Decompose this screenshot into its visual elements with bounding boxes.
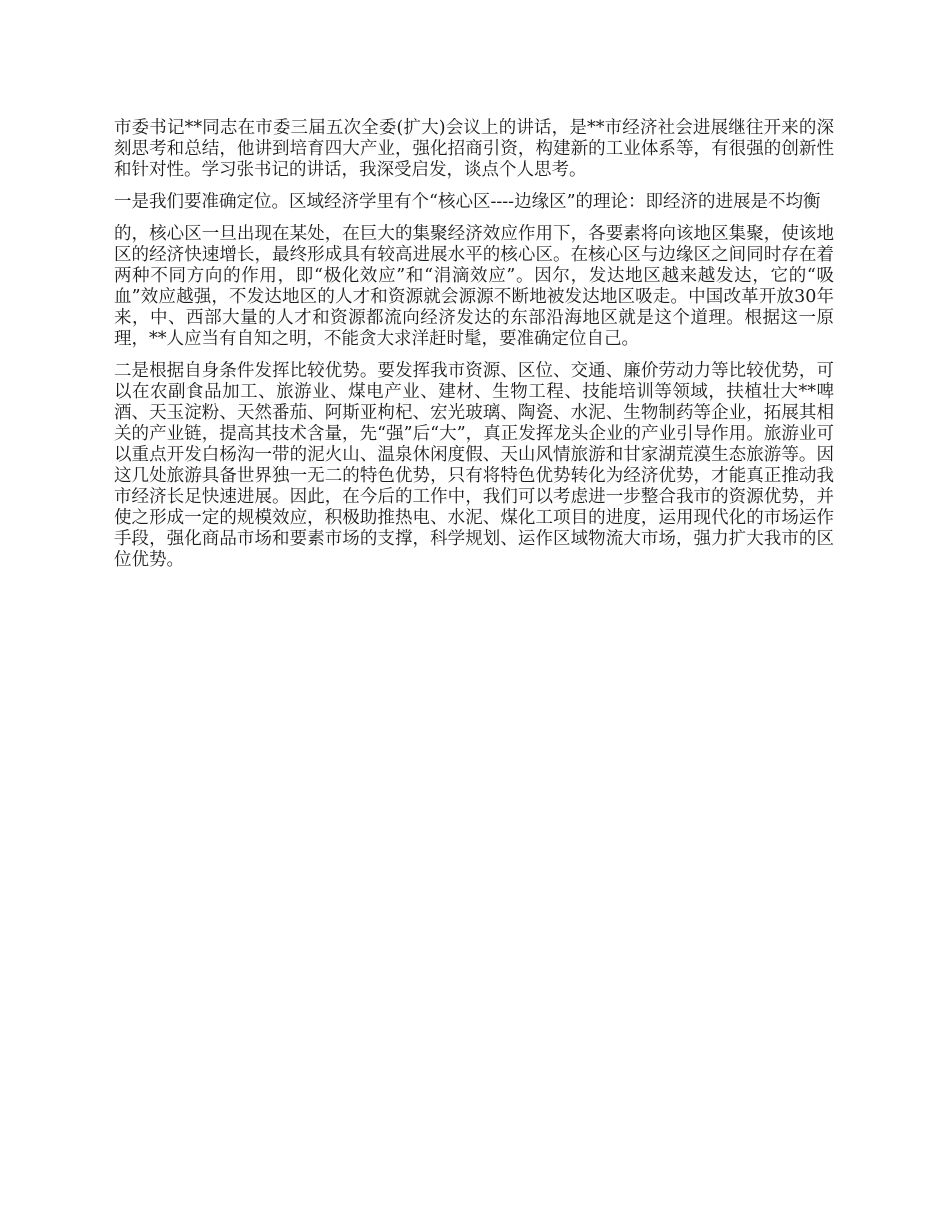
document-body	[114, 118, 834, 582]
paragraph-point-one-heading: 一是我们要准确定位。区域经济学里有个“核心区----边缘区”的理论：即经济的进展是不均衡	[114, 192, 821, 212]
paragraph-point-two: 二是根据自身条件发挥比较优势。要发挥我市资源、区位、交通、廉价劳动力等比较优势，可以在农副食品加工、旅游业、煤电产业、建材、生物工程、技能培训等领域，扶植壮大**啤酒、天玉淀粉、天然番茄、阿斯亚枸杞、宏光玻璃、陶瓷、水泥、生物制药等企业，拓展其相关的产业链，提高其技术含量，先“强”后“大”，真正发挥龙头企业的产业引导作用。旅游业可以重点开发白杨沟一带的泥火山、温泉休闲度假、天山风情旅游和甘家湖荒漠生态旅游等。因这几处旅游具备世界独一无二的特色优势，只有将特色优势转化为经济优势，才能真正推动我市经济长足快速进展。因此，在今后的工作中，我们可以考虑进一步整合我市的资源优势，并使之形成一定的规模效应，积极助推热电、水泥、煤化工项目的进度，运用现代化的市场运作手段，强化商品市场和要素市场的支撑，科学规划、运作区域物流大市场，强力扩大我市的区位优势。	[114, 361, 834, 570]
paragraph-point-one-body: 的，核心区一旦出现在某处，在巨大的集聚经济效应作用下，各要素将向该地区集聚，使该地区的经济快速增长，最终形成具有较高进展水平的核心区。在核心区与边缘区之间同时存在着两种不同方向的作用，即“极化效应”和“涓滴效应”。因尔，发达地区越来越发达，它的“吸血”效应越强，不发达地区的人才和资源就会源源不断地被发达地区吸走。中国改革开放30年来，中、西部大量的人才和资源都流向经济发达的东部沿海地区就是这个道理。根据这一原理，**人应当有自知之明，不能贪大求洋赶时髦，要准确定位自己。	[114, 224, 834, 349]
paragraph-intro: 市委书记**同志在市委三届五次全委(扩大)会议上的讲话，是**市经济社会进展继往开来的深刻思考和总结，他讲到培育四大产业，强化招商引资，构建新的工业体系等，有很强的创新性和针对性。学习张书记的讲话，我深受启发，谈点个人思考。	[114, 118, 834, 180]
